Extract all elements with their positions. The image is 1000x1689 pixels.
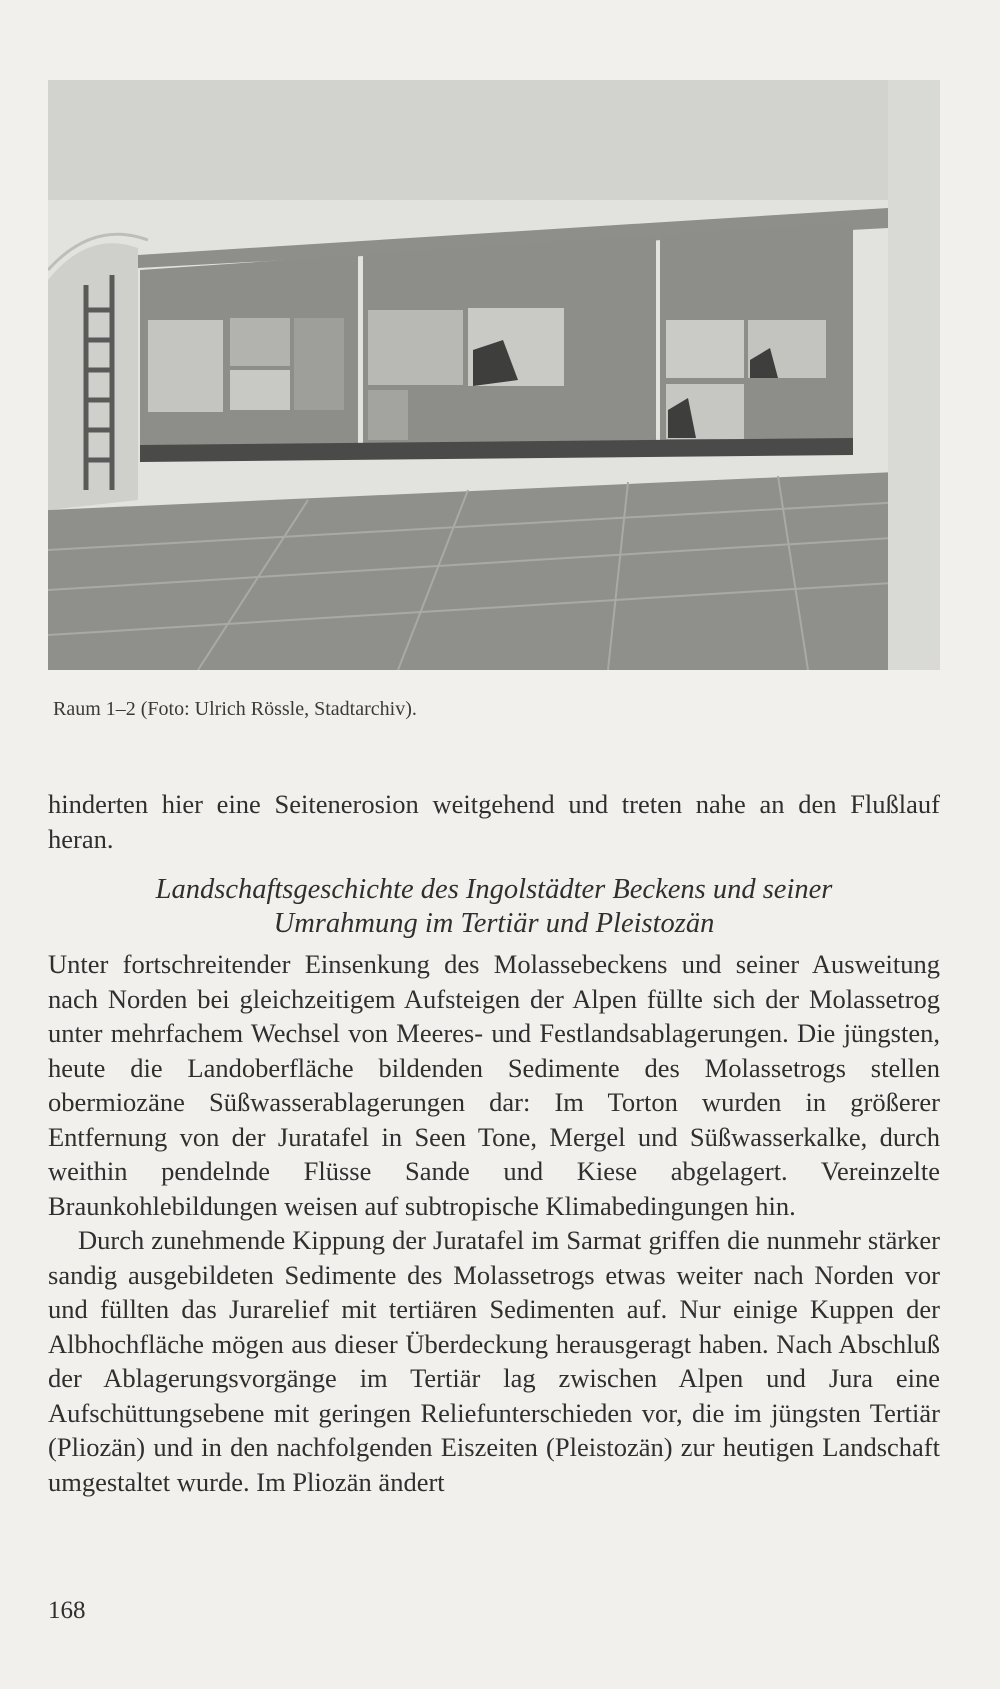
paragraph: Durch zunehmende Kippung der Juratafel im Sarmat griffen die nunmehr stärker sandig ausgebildeten Sedimente des Molassetrogs etwas weiter nach Norden vor und füllten das Jurarelief mit tertiären Sedimenten auf. Nur einige Kuppen der Albhochfläche mögen aus dieser Überdeckung herausgeragt haben. Nach Abschluß der Ablagerungsvorgänge im Tertiär lag zwischen Alpen und Jura eine Aufschüttungsebene mit geringen Reliefunterschieden vor, die im jüngsten Tertiär (Pliozän) und in den nachfolgenden Eiszeiten (Pleistozän) zur heutigen Landschaft umgestaltet wurde. Im Pliozän ändert	[48, 1225, 940, 1497]
section-heading-line-2: Umrahmung im Tertiär und Pleistozän	[273, 908, 715, 939]
continuation-paragraph: hinderten hier eine Seitenerosion weitgehend und treten nahe an den Flußlauf heran.	[48, 789, 940, 854]
exhibit-panel-2	[363, 235, 656, 445]
page-number: 168	[48, 1597, 86, 1624]
photo-caption: Raum 1–2 (Foto: Ulrich Rössle, Stadtarchiv).	[53, 698, 417, 720]
exhibition-photo	[48, 80, 940, 670]
exhibit-panel-1	[140, 255, 358, 452]
section-heading	[48, 873, 940, 941]
section-heading-line-1: Landschaftsgeschichte des Ingolstädter Beckens und seiner	[155, 874, 833, 905]
body-text	[48, 947, 940, 1499]
paragraph: Unter fortschreitender Einsenkung des Molassebeckens und seiner Ausweitung nach Norden bei gleichzeitigem Aufsteigen der Alpen füllte sich der Molassetrog unter mehrfachem Wechsel von Meeres- und Festlandsablagerungen. Die jüngsten, heute die Landoberfläche bildenden Sedimente des Molassetrogs stellen obermiozäne Süßwasserablagerungen dar: Im Torton wurden in größerer Entfernung von der Juratafel in Seen Tone, Mergel und Süßwasserkalke, durch weithin pendelnde Flüsse Sande und Kiese abgelagert. Vereinzelte Braunkohlebildungen weisen auf subtropische Klimabedingungen hin.	[48, 949, 940, 1221]
exhibit-panel-3	[660, 222, 853, 442]
exhibition-photo-graphic	[48, 80, 940, 670]
